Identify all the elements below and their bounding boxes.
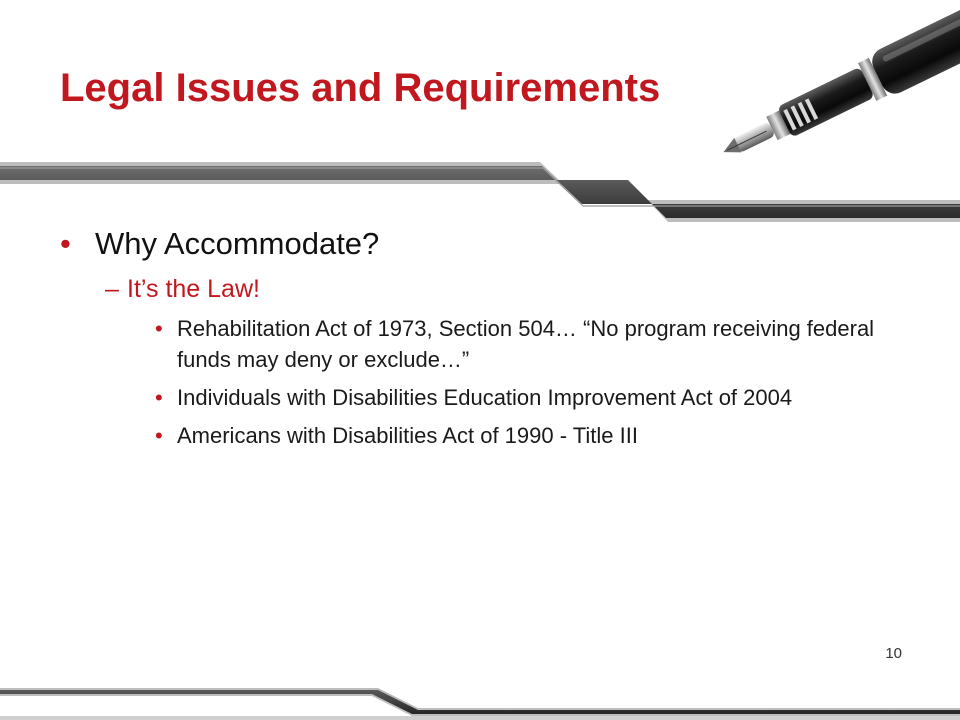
bullet-level3-ada xyxy=(155,421,878,451)
bullet-level3-idea xyxy=(155,383,878,413)
bullet-text: Americans with Disabilities Act of 1990 - Title III xyxy=(177,423,638,449)
bullet-marker: • xyxy=(155,316,163,342)
slide-number: 10 xyxy=(885,645,902,662)
bottom-band xyxy=(0,688,960,720)
bullet-level2 xyxy=(105,274,878,304)
bullet-level3-rehabilitation-act xyxy=(155,314,878,375)
bullet-marker: • xyxy=(60,226,71,261)
bullet-marker: • xyxy=(155,384,163,410)
fountain-pen-icon xyxy=(713,0,960,174)
bullet-text: It’s the Law! xyxy=(127,275,260,304)
top-band xyxy=(0,162,960,222)
slide-title: Legal Issues and Requirements xyxy=(60,66,661,110)
bullet-text: Why Accommodate? xyxy=(95,226,380,261)
bullet-text: Individuals with Disabilities Education Improvement Act of 2004 xyxy=(177,384,793,410)
dash-marker: – xyxy=(105,275,119,304)
slide-body xyxy=(58,225,878,460)
bullet-marker: • xyxy=(155,423,163,449)
bullet-text: Rehabilitation Act of 1973, Section 504… “No program receiving federal funds may deny or exclude…” xyxy=(177,316,875,372)
bullet-level1 xyxy=(58,225,878,262)
